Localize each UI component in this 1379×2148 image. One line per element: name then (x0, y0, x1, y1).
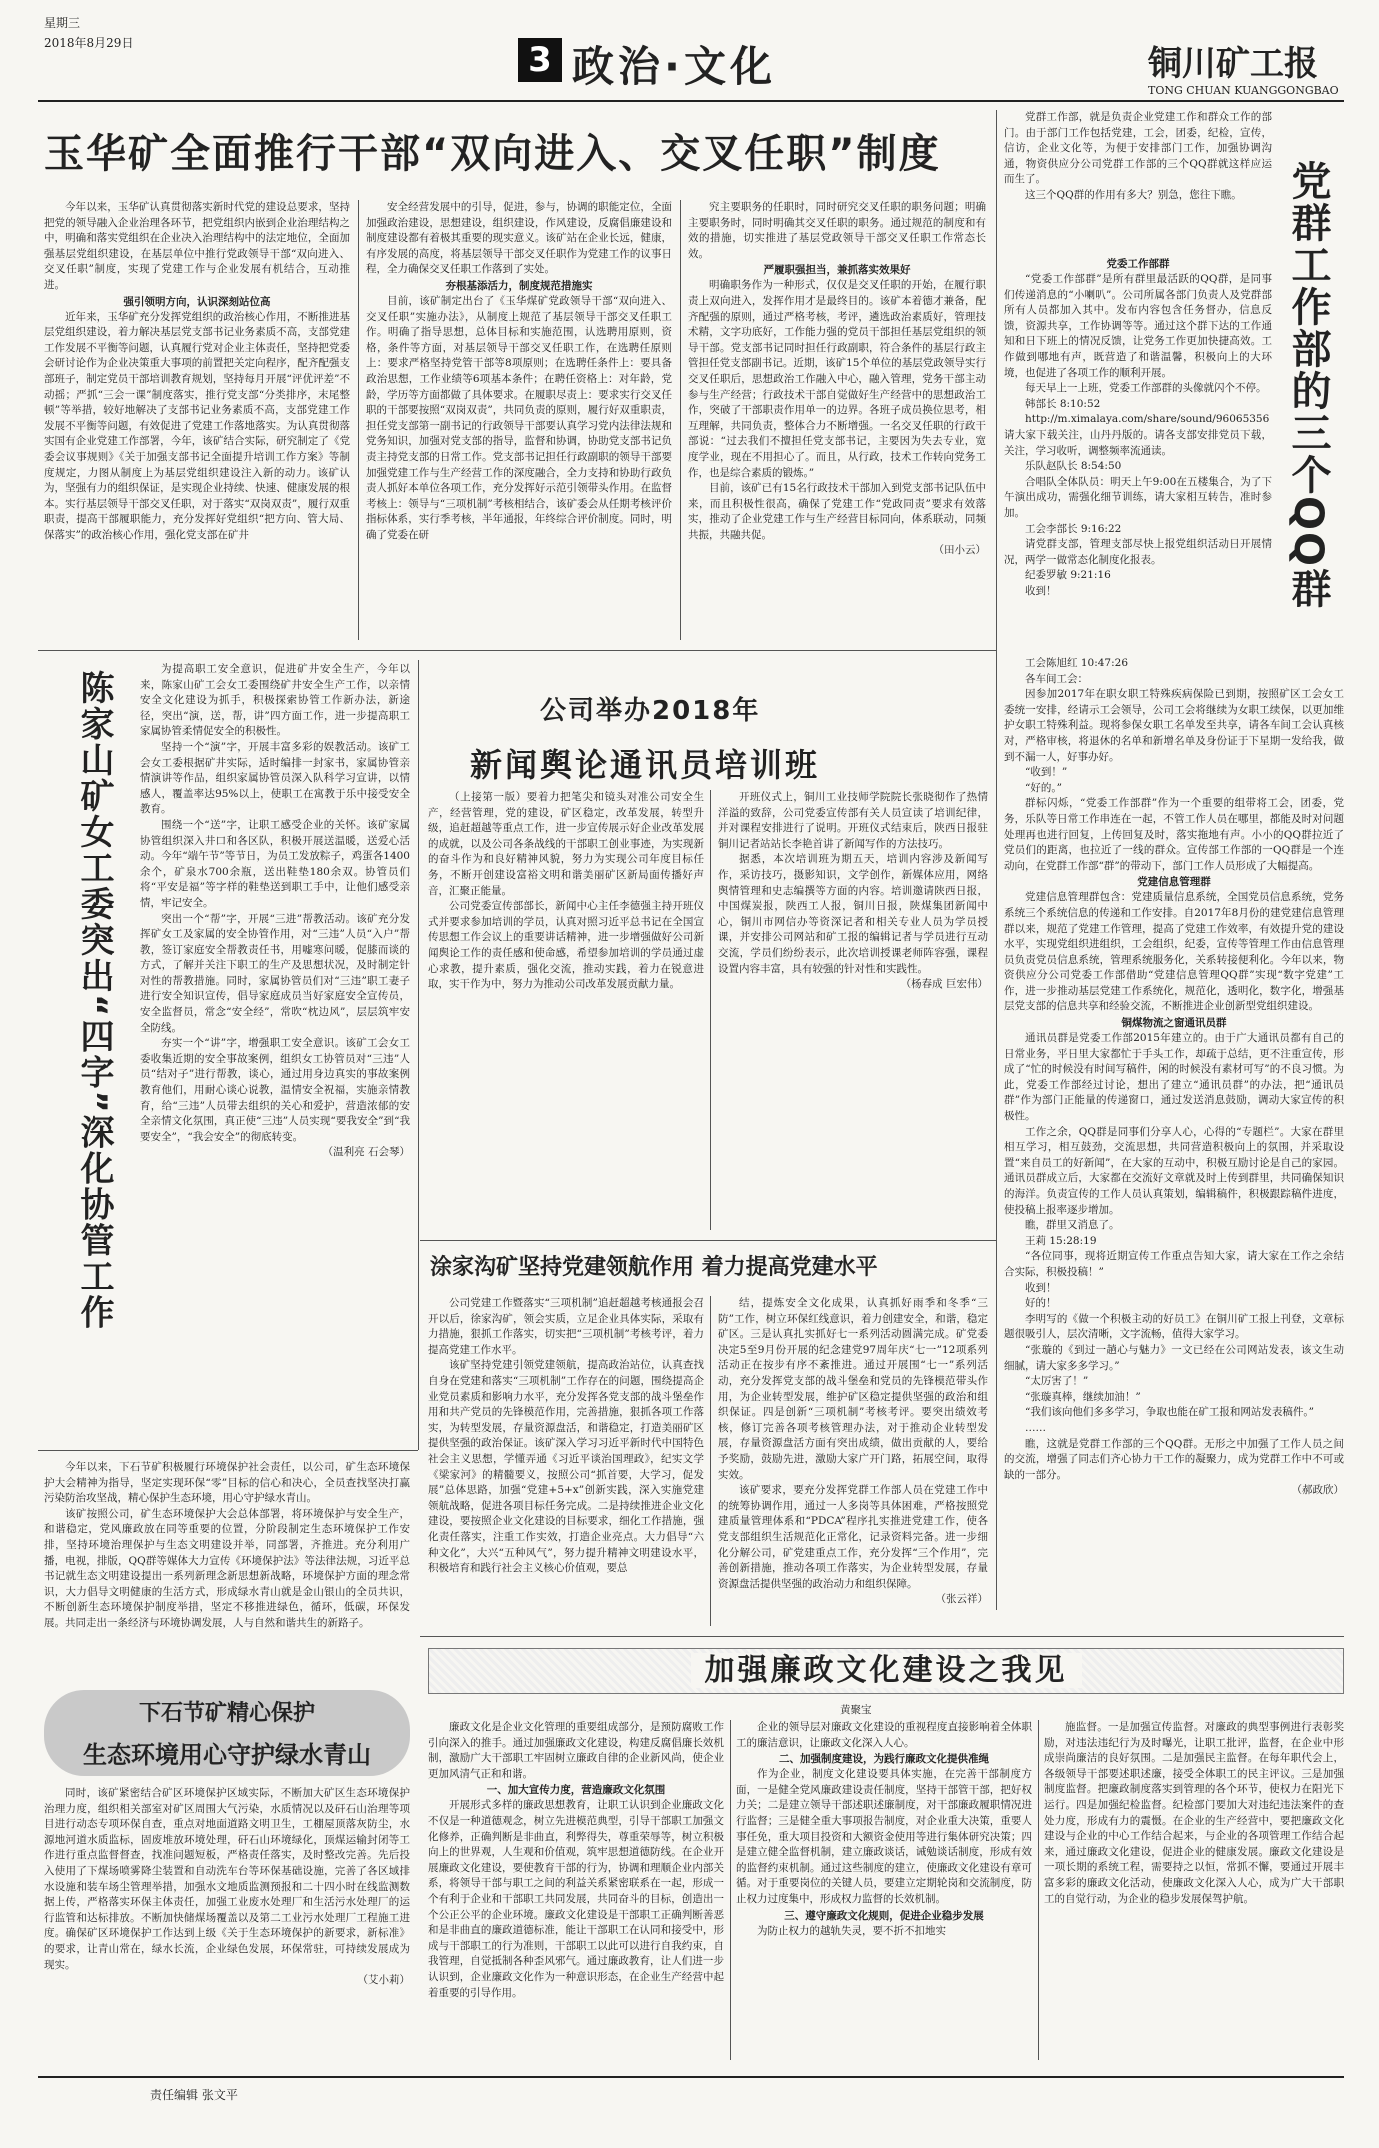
section-title: 政治·文化 (572, 42, 776, 91)
subheading: 铜煤物流之窗通讯员群 (1121, 1017, 1227, 1030)
article-training-title-2: 新闻舆论通讯员培训班 (470, 746, 821, 784)
section-rule (420, 1240, 996, 1241)
article-lianzheng-title-banner (428, 1648, 1344, 1694)
paragraph: “好的。” (1025, 781, 1062, 794)
paragraph: 党群工作部，就是负责企业党建工作和群众工作的部门。由于部门工作包括党建，工会，团委，纪检，宣传，信访，企业文化等，为便于安排部门工作，加强协调沟通，物资供应分公司党群工作部的三个QQ群就这样应运而生了。 (1004, 111, 1272, 186)
footer-rule (38, 2076, 1344, 2078)
editor-credit: 责任编辑 张文平 (150, 2088, 238, 2102)
section-rule (38, 1450, 418, 1451)
paragraph: 群标闪烁，“党委工作部群”作为一个重要的组带将工会，团委，党务，乐队等日常工作串连在一起，不管工作人员在哪里，都能及时对问题处理再也进行回复，上传回复及时，落实拖地有声。小小的QQ群拉近了党员们的距离，也拉近了一线的群众。宣传部工作部的一QQ群是一个连动向，在党群工作部“群”的带动下，部门工作人员形成了大幅提高。 (1004, 797, 1344, 872)
paragraph: 请党群支部，管理支部尽快上报党组织活动日开展情况，两学一做常态化制度化报表。 (1004, 538, 1272, 566)
paragraph: 工作之余，QQ群是同事们分享人心，心得的“专题栏”。大家在群里相互学习，相互鼓劲，交流思想，共同营造积极向上的氛围，并采取设置“来自员工的好新闻”，在大家的互动中，积极互励讨论是自己的家园。通讯员群成立后，大家都在交流好文章就及时上传到群里，共同确保知识的海洋。负责宣传的工作人员认真策划，编辑稿件，积极跟踪稿件进度，使投稿上报率逐步增加。 (1004, 1125, 1344, 1216)
article-tujiagou-col2 (718, 1296, 988, 1626)
column-rule (710, 1296, 711, 1626)
paragraph: 李明写的《做一个积极主动的好员工》在铜川矿工报上刊登，文章标题很吸引人，层次清晰，文字流畅，值得大家学习。 (1004, 1312, 1344, 1341)
article-xiashijie-bottom (44, 1786, 410, 2046)
paragraph: 瞧，群里又消息了。 (1025, 1219, 1120, 1232)
paragraph: 今年以来，下石节矿积极履行环境保护社会责任，以公司，矿生态环境保护大会精神为指导，坚定实现环保“零”目标的信心和决心，全员查找坚决打赢污染防治攻坚战，精心保护生态环境，用心守护绿水青山。 (44, 1461, 410, 1505)
article-lianzheng-col1 (428, 1720, 724, 2060)
article-qq-col-a (1004, 256, 1272, 656)
article-lianzheng-author: 黄聚宝 (840, 1704, 872, 1716)
paragraph: 开班仪式上，铜川工业技师学院院长张晓彻作了热情洋溢的致辞，公司党委宣传部有关人员宣读了培训纪律，并对课程安排进行了说明。开班仪式结束后，陕西日报驻铜川记者站站长李艳首讲了新闻写作的方法技巧。 (718, 791, 988, 850)
paragraph: 公司党建工作暨落实“三项机制”追赶超越考核通报会召开以后，徐家沟矿，领会实质，立足企业具体实际，采取有力措施，狠抓工作落实，切实把“三项机制”考核考评，着力提高党建工作水平。 (428, 1297, 704, 1356)
article-yuhua-title: 玉华矿全面推行干部“双向进入、交叉任职”制度 (44, 131, 941, 177)
paragraph: 该矿按照公司，矿生态环境保护大会总体部署，将环境保护与安全生产，和谐稳定，党风廉政放在同等重要的位置，分阶段制定生态环境保护工作安排，坚持环境治理保护与生态文明建设并举，同部署，齐推进。充分利用广播，电视，排版，QQ群等媒体大力宣传《环境保护法》等法律法规，习近平总书记就生态文明建设提出一系列新理念新思想新战略，环境保护方面的理念常识，大力倡导文明健康的生活方式，形成绿水青山就是金山银山的全员共识，不断创新生态环境保护制度举措，坚定不移推进绿色，循环，低碳，环保发展。共同走出一条经济与环境协调发展，人与自然和谐共生的新路子。 (44, 1507, 410, 1629)
article-qq-title: 党群工作部的三个QQ群 (1285, 160, 1331, 611)
paragraph: 坚持一个“演”字，开展丰富多彩的娱教活动。该矿工会女工委根据矿井实际，适时编排一封家书，家属协管亲情演讲等作品，组织家属协管员深入队科学习宣讲，以情感人，覆盖率达95%以上，使职工在寓教于乐中接受安全教育。 (140, 740, 410, 816)
subheading: 严履职强担当，兼抓落实效果好 (763, 264, 911, 277)
paragraph: 明确职务作为一种形式，仅仅是交叉任职的开始，在履行职责上双向进入，发挥作用才是最终目的。该矿本着德才兼备，配齐配强的原则，通过严格考核，考评，遴选政治素质好，管理技术精，文字功底好，工作能力强的党员干部担任基层党组织的领导干部。党支部书记同时担任行政副职，符合条件的基层行政主管担任党支部副书记。近期，该矿15个单位的基层党政领导实行交叉任职后，思想政治工作融入中心，融入管理，党务干部主动参与生产经营；行政技术干部自觉做好生产经营中的思想政治工作，突破了干部职责作用单一的边界。各班子成员换位思考，相互理解，共同负责，整体合力不断增强。一名交叉任职的行政干部说：“过去我们不擅担任党支部书记，主要因为失去专业，宽度学业，现在不用担心了。而且，从行政，技术工作转向党务工作，也是综合素质的锻炼。” (688, 279, 986, 479)
article-xiashijie-title-2: 生态环境用心守护绿水青山 (83, 1741, 371, 1769)
article-lianzheng-col3 (1044, 1720, 1344, 2060)
paragraph: “收到！” (1025, 766, 1068, 779)
byline: （温利亮 石会琴） (322, 1146, 410, 1159)
article-lianzheng-title: 加强廉政文化建设之我见 (691, 1653, 1082, 1688)
subheading: 党建信息管理群 (1137, 876, 1211, 889)
paragraph: 目前，该矿制定出台了《玉华煤矿党政领导干部“双向进入、交叉任职”实施办法》，从制度上规范了基层领导干部交叉任职工作。明确了指导思想，总体目标和实施范围，认选聘用原则，资格，条件等方面，对基层领导干部交叉任职工作，在选聘任原则上：要求严格坚持党管干部等8项原则；在选聘任条件上：要具备政治思想，工作业绩等6项基本条件；在聘任资格上：对年龄，党龄，学历等方面都做了具体要求。在履职尽责上：要求实行交叉任职的干部要按照“双岗双责”，共同负责的原则，履行好双重职责，担任党支部第一副书记的行政领导干部要认真学习党内法律法规和党务知识，加强对党支部的指导，监督和协调，协助党支部书记负责主持党支部的日常工作。党支部书记担任行政副职的领导干部要加强党建工作与生产经营工作的深度融合，全力支持和协助行政负责人抓好本单位各项工作，充分发挥好示范引领带头作用。在监督考核上：领导与“三项机制”考核相结合，该矿委会从任期考核评价指标体系，实行季考核，半年通报，年终综合评价制度。同时，明确了党委在研 (366, 294, 672, 541)
article-qq-col-b (1004, 656, 1344, 1606)
paragraph: “张璇的《到过一趟心与魅力》一文已经在公司网站发表，该文生动细腻，请大家多多学习。” (1004, 1343, 1344, 1372)
paragraph: 突出一个“帮”字，开展“三进”帮教活动。该矿充分发挥矿女工及家属的安全协管作用，对“三违”人员“入户”帮教，签订家庭安全帮教责任书，用嘘寒问暖，促膝而谈的方式，了解并关注下职工的生产及思想状况，及时制定针对性的帮教措施。同时，家属协管员们对“三违”职工妻子进行安全知识宣传，倡导家庭成员当好家庭安全宣传员，安全监督员，常念“安全经”，常吹“枕边风”，层层筑牢安全防线。 (140, 912, 410, 1034)
byline: （杨春成 巨宏伟） (900, 978, 988, 991)
article-training-title-1: 公司举办2018年 (540, 696, 761, 726)
article-tujiagou-col1 (428, 1296, 704, 1626)
page-number: 3 (528, 40, 552, 80)
paragraph: （上接第一版）要着力把笔尖和镜头对准公司安全生产，经营管理，党的建设，矿区稳定，改革发展，转型升级，追赶超越等重点工作，进一步宣传展示好企业改革发展的成就，以及公司各条战线的干部职工创业事迹，为实现新的奋斗作为和良好精神风貌，努力为实现公司年度目标任务，不断开创建设富裕文明和谐美丽矿区新局面传播好声音，汇聚正能量。 (428, 791, 704, 897)
paragraph: 该矿要求，要充分发挥党群工作部人员在党建工作中的统筹协调作用，通过一人多岗等具体困难，严格按照党建质量管理体系和“PDCA”程序扎实推进党建工作，使各党支部组织生活规范化正常化，记录资料完备。进一步细化分解公司，矿党建重点工作，充分发挥“三个作用”，完善创新措施，推动各项工作落实，为企业转型发展，存量资源盘活提供坚强的政治动力和组织保障。 (718, 1484, 988, 1590)
paragraph: 每天早上一上班，党委工作部群的头像就闪个不停。 (1025, 382, 1267, 395)
subheading: 二、加强制度建设，为践行廉政文化提供准绳 (779, 1753, 989, 1766)
byline: （郝政欣） (1291, 1484, 1344, 1497)
paragraph: 工会陈旭红 10:47:26 (1025, 657, 1128, 669)
paragraph: …… (1025, 1421, 1046, 1434)
paragraph: 开展形式多样的廉政思想教育，让职工认识到企业廉政文化不仅是一种道德观念，树立先进模范典型，引导干部职工加强文化修养，正确判断是非曲直，利弊得失，尊重荣辱等，树立积极向上的世界观，人生观和价值观，筑牢思想道德防线。在企业开展廉政文化建设，要使教育干部的行为，协调和理顺企业内部关系，将领导干部与职工之间的利益关系紧密联系在一起，形成一个有利于企业和干部职工共同发展，共同奋斗的目标，创造出一个公正公平的企业环境。廉政文化建设是干部职工正确判断善恶和是非曲直的廉政道德标准，能让干部职工在认同和接受中，形成与干部职工的行为准则，干部职工以此可以进行自我约束，自我管理，自觉抵制各种歪风邪气。通过廉政教育，让人们进一步认识到，企业廉政文化作为一种意识形态，在企业生产经营中起着重要的引导作用。 (428, 1799, 724, 1999)
column-rule (996, 110, 997, 1610)
section-rule (420, 1636, 1344, 1637)
paragraph: 为提高职工安全意识，促进矿井安全生产，今年以来，陈家山矿工会女工委围绕矿井安全生产工作，以亲情安全文化建设为抓手，积极探索协管工作新办法，新途径，突出“演，送，帮，讲”四方面工作，进一步提高职工家属协管柔情促安全的积极性。 (140, 663, 410, 738)
article-training-col1 (428, 790, 704, 1230)
paragraph: 各车间工会： (1025, 672, 1088, 685)
paragraph: “太厉害了！” (1025, 1375, 1089, 1388)
section-rule (38, 650, 996, 651)
byline: （张云祥） (935, 1593, 988, 1606)
paper-name-en: TONG CHUAN KUANGGONGBAO (1148, 84, 1339, 97)
article-tujiagou-title: 涂家沟矿坚持党建领航作用 着力提高党建水平 (430, 1255, 878, 1280)
subheading: 一、加大宣传力度，营造廉政文化氛围 (486, 1784, 666, 1797)
paragraph: 党建信息管理群包含：党建质量信息系统，全国党员信息系统，党务系统三个系统信息的传递和工作安排。自2017年8月份的建党建信息管理群以来，规范了党建工作管理，提高了党建工作效率，有效提升党的建设水平，实现党组织进组织，工会组织，纪委，宣传等管理工作由信息管理员负责党员信息系统，管理系统服务化，关系转接便利化。今年以来，物资供应分公司党委工作部借助“党建信息管理QQ群”实现“数字党建”工作，进一步推动基层党建工作系统化，规范化，透明化，数字化，增强基层党支部的信息共享和经验交流，不断推进企业创新型党组织建设。 (1004, 891, 1344, 1013)
article-yuhua-col3 (688, 200, 986, 640)
paragraph: 这三个QQ群的作用有多大？别急，您往下瞧。 (1025, 188, 1242, 201)
paragraph: “我们该向他们多多学习，争取也能在矿工报和网站发表稿件。” (1025, 1406, 1314, 1419)
paragraph: 施监督。一是加强宣传监督。对廉政的典型事例进行表彰奖励，对违法违纪行为及时曝光，让职工批评，监督，在企业中形成崇尚廉洁的良好氛围。二是加强民主监督。在每年职代会上，各级领导干部要述职述廉，接受全体职工的民主评议。三是加强制度监督。把廉政制度落实到管理的各个环节，使权力在阳光下运行。四是加强纪检监督。纪检部门要加大对违纪违法案件的查处力度，形成有力的震慑。在企业的生产经营中，要把廉政文化建设与企业的中心工作结合起来，与企业的各项管理工作结合起来，通过廉政文化建设，促进企业的健康发展。廉政文化建设是一项长期的系统工程，需要持之以恒，常抓不懈，要通过开展丰富多彩的廉政文化活动，使廉政文化深入人心，成为广大干部职工的自觉行动，为企业的稳步发展保驾护航。 (1044, 1721, 1344, 1905)
paragraph: 为防止权力的越轨失灵，要不折不扣地实 (757, 1924, 946, 1937)
column-rule (418, 660, 419, 1450)
paragraph: 因参加2017年在职女职工特殊疾病保险已到期，按照矿区工会女工委统一安排，经请示工会领导，公司工会将继续为女职工续保，以更加维护女职工特殊利益。现将参保女职工名单发至共享，请各车间工会认真核对，严格审核，将退休的名单和新增名单及身份证于下星期一发给我，做到不漏一人，好事办好。 (1004, 688, 1344, 763)
paragraph: 收到！ (1025, 1281, 1057, 1294)
article-chenjiashan-body (140, 662, 410, 1422)
subheading: 强引领明方向，认识深刻站位高 (123, 295, 271, 308)
paragraph: 通讯员群是党委工作部2015年建立的。由于广大通讯员都有自己的日常业务，平日里大家都忙于手头工作，却疏于总结，更不注重宣传，形成了“忙的时候没有时间写稿件，闲的时候没有素材可写”的不良习惯。为此，党委工作部经过讨论，想出了建立“通讯员群”的办法，把“通讯员群”作为部门正能量的传递窗口，通过发送消息鼓励，调动大家宣传的积极性。 (1004, 1032, 1344, 1123)
article-xiashijie-title-1: 下石节矿精心保护 (138, 1701, 315, 1726)
paper-name: 铜川矿工报 (1148, 44, 1318, 84)
article-yuhua-col2 (366, 200, 672, 640)
paragraph: 今年以来，玉华矿认真贯彻落实新时代党的建设总要求，坚持把党的领导融入企业治理各环节，把党组织内嵌到企业治理结构之中，明确和落实党组织在企业决入治理结构中的法定地位，全面加强基层党组织建设，在基层单位中推行党政领导干部“双向进入、交叉任职”制度，实现了党建工作与企业发展有机结合，互动推进。 (44, 201, 350, 291)
paragraph: “各位同事，现将近期宣传工作重点告知大家，请大家在工作之余结合实际，积极投稿！” (1004, 1250, 1344, 1278)
paragraph: 目前，该矿已有15名行政技术干部加入到党支部书记队伍中来，而且积极性很高，确保了党建工作“党政同责”要求有效落实，推动了企业党建工作与生产经营目标同向，体系联动，同频共振，共融共促。 (688, 482, 986, 541)
paragraph: 安全经营发展中的引导，促进，参与，协调的职能定位，全面加强政治建设，思想建设，组织建设，作风建设，反腐倡廉建设和制度建设都有着极其重要的现实意义。该矿站在企业长远，健康，有序发展的高度，将基层领导干部交叉任职作为党建工作的议事日程，全力确保交叉任职工作落到了实处。 (366, 201, 672, 276)
paragraph: “党委工作部群”是所有群里最活跃的QQ群，是同事们传递消息的“小喇叭”。公司所属各部门负责人及党群部所有人员都加入其中。发布内容包含任务督办，信息反馈，资源共享，工作协调等等。通过这个群下达的工作通知和日下班上的情况反馈，让党务工作更加快捷高效。工作做到哪地有声，既营造了和谐温馨，积极向上的大环境，也促进了各项工作的顺利开展。 (1004, 273, 1272, 379)
article-chenjiashan-title: 陈家山矿女工委突出“四字”深化协管工作 (74, 670, 114, 1331)
paragraph: 据悉，本次培训班为期五天，培训内容涉及新闻写作，采访技巧，摄影知识，文学创作，新媒体应用，网络舆情管理和史志编撰等方面的内容。培训邀请陕西日报，中国煤炭报，陕西工人报，铜川日报，陕煤集团新闻中心，铜川市网信办等资深记者和相关专业人员为学员授课，并安排公司网站和矿工报的编辑记者与学员进行互动交流，学员们纷纷表示，此次培训授课老师阵容强，课程设置内容丰富，具有较强的针对性和实践性。 (718, 853, 988, 975)
column-rule (730, 1720, 731, 2060)
paragraph: 结，提炼安全文化成果，认真抓好雨季和冬季“三防”工作，树立环保红线意识，着力创建安全，和谐，稳定矿区。三是认真扎实抓好七一系列活动圆满完成。矿党委决定5至9月份开展的纪念建党97周年庆“七一”12项系列活动正在按步有序不紊推进。通过开展围“七一”系列活动，充分发挥党支部的战斗堡垒和党员的先锋模范带头作用，为企业转型发展，维护矿区稳定提供坚强的政治和组织保证。四是创新“三项机制”考核考评。要突出绩效考核，修订完善各项考核管理办法，对于推动企业转型发展，存量资源盘活方面有突出成绩，做出贡献的人，要给予奖励，鼓励先进，激励大家广开门路，拓展空间，取得实效。 (718, 1297, 988, 1481)
paragraph: 公司党委宣传部部长，新闻中心主任李德强主持开班仪式并要求参加培训的学员，认真对照习近平总书记在全国宣传思想工作会议上的重要讲话精神，进一步增强做好公司新闻舆论工作的责任感和使命感，希望参加培训的学员通过虚心求教，提升素质，强化交流，推动实践，着力在锐意进取，实干作为中，努力为推动公司改革发展贡献力量。 (428, 900, 704, 991)
paragraph: 究主要职务的任职时，同时研究交叉任职的职务问题；明确主要职务时，同时明确其交叉任职的职务。通过规范的制度和有效的措施，切实推进了基层党政领导干部交叉任职工作常态长效。 (688, 201, 986, 260)
article-yuhua-col1 (44, 200, 350, 640)
paragraph: 王莉 15:28:19 (1025, 1234, 1097, 1247)
column-rule (358, 200, 359, 640)
column-rule (680, 200, 681, 640)
article-xiashijie-top (44, 1460, 410, 1680)
article-training-col2 (718, 790, 988, 1230)
paragraph: 该矿坚持党建引领党建领航，提高政治站位，认真查找自身在党建和落实“三项机制”工作存在的问题，围绕提高企业党员素质和影响力水平，充分发挥各党支部的战斗堡垒作用和共产党员的先锋模范作用，完善措施，狠抓各项工作落实，为转型发展，存量资源盘活，和谐稳定，打造美丽矿区提供坚强的政治保证。该矿深入学习习近平新时代中国特色社会主义思想，学懂弄通《习近平谈治国理政》，纪实文学《梁家河》的精髓要义，按照公司“抓首要，大学习，促发展”总体思路，加强“党建+5+x”创新实践，深入实施党建领航战略，促进各项目标任务完成。二是持续推进企业文化建设，要按照企业文化建设的目标要求，细化工作措施，强化责任落实，注重工作实效，打造企业亮点。大力倡导“六种文化”，大兴“五种风气”，努力提升精神文明建设水平，积极培育和践行社会主义核心价值观，要总 (428, 1359, 704, 1575)
article-lianzheng-col2 (736, 1720, 1032, 2060)
paragraph: 企业的领导层对廉政文化建设的重视程度直接影响着全体职工的廉洁意识，让廉政文化深入人心。 (736, 1721, 1032, 1749)
paragraph: 纪委罗敏 9:21:16 (1025, 569, 1111, 582)
paragraph: 工会李部长 9:16:22 (1025, 522, 1122, 535)
byline: （田小云） (933, 544, 986, 557)
page-number-box (518, 38, 562, 82)
paragraph: 好的！ (1025, 1297, 1057, 1310)
subheading: 三、遵守廉政文化规则，促进企业稳步发展 (784, 1909, 984, 1922)
paragraph: 夯实一个“讲”字，增强职工安全意识。该矿工会女工委收集近期的安全事故案例，组织女工协管员对“三违”人员“结对子”进行帮教，谈心，通过用身边真实的事故案例教育他们，用耐心谈心说教，温情安全祝福，实施亲情教育，给“三违”人员带去组织的关心和爱护，营造浓郁的安全亲情文化氛围，真正使“三违”人员实现“要我安全”到“我要安全”，“我会安全”的彻底转变。 (140, 1037, 410, 1143)
paragraph: 作为企业，制度文化建设要具体实施，在完善干部制度方面，一是健全党风廉政建设责任制度，坚持干部管干部，把好权力关；二是建立领导干部述职述廉制度，对干部廉政履职情况进行监督；三是健全重大事项报告制度，对企业重大决策，重要人事任免，重大项目投资和大额资金使用等进行集体研究决策；四是建立健全监督机制，建立廉政谈话，诫勉谈话制度，形成有效的监督约束机制。通过这些制度的建立，使廉政文化建设有章可循。对于重要岗位的关键人员，要建立定期轮岗和交流制度，防止权力过度集中，形成权力监督的长效机制。 (736, 1768, 1032, 1905)
weekday: 星期三 (44, 16, 81, 30)
subheading: 夯根基添活力，制度规范措施实 (445, 279, 593, 292)
paragraph: 韩部长 8:10:52 (1025, 397, 1101, 410)
paragraph: 近年来，玉华矿充分发挥党组织的政治核心作用，不断推进基层党组织建设，着力解决基层党支部书记业务素质不高，支部党建工作发展不平衡等问题，认真履行党对企业主体责任，坚持把党委会研讨论作为企业决策重大事项的前置把关定向程序，配齐配强支部班子，制定党员干部培训教育规划，坚持每月开展“评优评差”不动摇；严抓“三会一课”制度落实，推行党支部“分类排序，末尾整顿”等举措，较好地解决了支部书记业务素质不高，支部党建工作发展不平衡等问题，有效促进了党建工作落地落实。为认真贯彻落实国有企业党建工作部署，今年，该矿结合实际，研究制定了《党委会议事规则》《关于加强支部书记全面提升培训工作方案》等制度规定，力图从制度上为基层党组织建设注入新的动力。该矿认为，坚强有力的组织保证，是实现企业持续、快速、健康发展的根本。实行基层领导干部交叉任职，对于落实“双岗双责”，履行双重职责，提高干部履职能力，充分发挥好党组织“把方向、管大局、保落实”的政治核心作用，强化党支部在矿井 (44, 310, 350, 541)
article-xiashijie-title-banner (44, 1690, 410, 1776)
column-rule (1038, 1720, 1039, 2060)
paragraph: 收到！ (1025, 584, 1057, 597)
paragraph: 围绕一个“送”字，让职工感受企业的关怀。该矿家属协管组织深入井口和各区队，积极开展送温暖，送爱心活动。今年“端午节”等节日，为员工发放粽子，鸡蛋各1400余个，矿泉水700余瓶，送出鞋垫180余双。协管员们将“平安是福”等字样的鞋垫送到职工手中，让他们感受亲情，牢记安全。 (140, 818, 410, 909)
column-rule (710, 790, 711, 1230)
paragraph: 廉政文化是企业文化管理的重要组成部分，是预防腐败工作引向深入的推手。通过加强廉政文化建设，构建反腐倡廉长效机制，激励广大干部职工牢固树立廉政自律的企业新风尚，使企业更加风清气正和和谐。 (428, 1721, 724, 1780)
paragraph: 合唱队全体队员：明天上午9:00在五楼集合，为了下午演出成功，需强化细节训练，请大家相互转告，准时参加。 (1004, 475, 1272, 519)
paragraph: 同时，该矿紧密结合矿区环境保护区域实际，不断加大矿区生态环境保护治理力度，组织相关部室对矿区周围大气污染，水质情况以及矸石山治理等项目进行动态专项环保自查，重点对地面道路文明卫生，工棚屋顶落灰防尘，水源地河道水质监标，固废堆放环境处理，矸石山环境绿化，顶煤运输封闭等工作进行重点监督督查，找准问题短板，严格责任落实，及时整改完善。先后投入使用了下煤场喷雾降尘装置和自动洗车台等环保基础设施，完善了各区域排水设施和装车场尘管理举措，加强水文地质监测预报和二十四小时在线监测数据上传，严格落实环保主体责任，加强工业废水处理厂和生活污水处理厂的运行监管和达标排放。不断加快储煤场覆盖以及第二工业污水处理厂工程施工进度。确保矿区环境保护工作达到上级《关于生态环境保护的新要求，新标准》的要求，让青山常在，绿水长流，企业绿色发展，环保常驻，可持续发展成为现实。 (44, 1787, 410, 1971)
paragraph: 瞧，这就是党群工作部的三个QQ群。无形之中加强了工作人员之间的交流，增强了同志们齐心协力干工作的凝聚力，成为党群工作中不可或缺的一部分。 (1004, 1437, 1344, 1481)
byline: （艾小莉） (357, 1974, 410, 1987)
date: 2018年8月29日 (44, 36, 134, 50)
paragraph: http://m.ximalaya.com/share/sound/96065356请大家下载关注，山丹丹版的。请各支部安排党员下载，关注，学习收听，调整频率流通读。 (1004, 413, 1272, 457)
masthead-rule (38, 100, 1344, 102)
paragraph: “张璇真棒，继续加油！” (1025, 1390, 1141, 1403)
paragraph: 乐队赵队长 8:54:50 (1025, 460, 1122, 473)
article-qq-intro (1004, 110, 1272, 250)
subheading: 党委工作部群 (1106, 258, 1170, 270)
